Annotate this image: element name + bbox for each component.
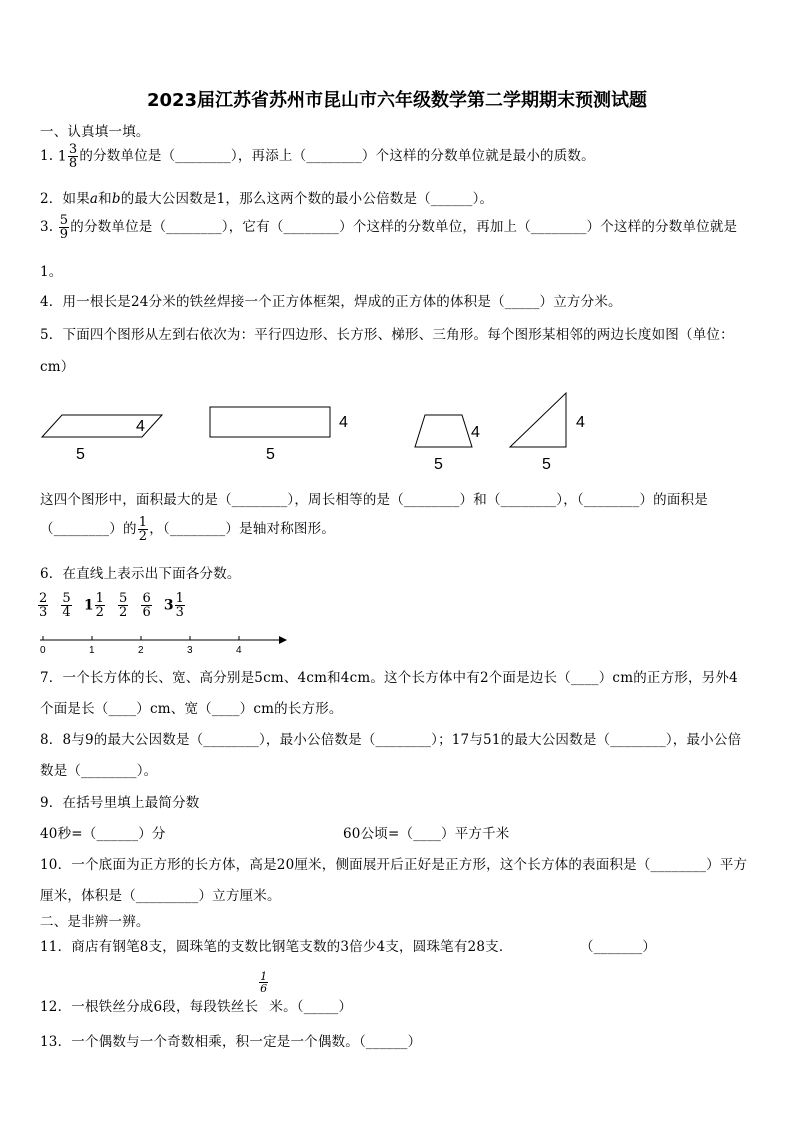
parallelogram-side-label: 4 <box>136 418 145 435</box>
question-9: 9．在括号里填上最简分数 <box>40 795 200 811</box>
question-5-answer-1: 这四个图形中，面积最大的是（________），周长相等的是（________）和（________），（________）的面积是 <box>40 492 708 508</box>
number-line-tick-label: 3 <box>187 645 193 656</box>
q1-whole: 1 <box>57 148 67 165</box>
question-9-left: 40秒=（______）分 <box>40 826 166 842</box>
question-9-right: 60公顷=（____）平方千米 <box>343 826 510 842</box>
question-4: 4．用一根长是24分米的铁丝焊接一个正方体框架，焊成的正方体的体积是（_____）立方分米。 <box>40 294 622 310</box>
question-11: 11．商店有钢笔8支，圆珠笔的支数比钢笔支数的3倍少4支，圆珠笔有28支． <box>40 939 513 955</box>
parallelogram-figure <box>42 415 162 463</box>
q6-fraction: $\frac{2}{3}$ <box>39 591 48 620</box>
q3-fraction: $\frac{5}{9}$ <box>59 213 69 242</box>
var-b: b <box>111 191 121 207</box>
question-11-blank: （_______） <box>580 939 657 955</box>
question-10: 10．一个底面为正方形的长方体，高是20厘米，侧面展开后正好是正方形，这个长方体的表面积是（________）平方 <box>40 857 748 873</box>
triangle-side-label: 4 <box>576 414 585 431</box>
question-7-cont: 个面是长（____）cm、宽（____）cm的长方形。 <box>40 701 343 717</box>
question-6: 6．在直线上表示出下面各分数。 <box>40 566 241 582</box>
q6-fraction: $\frac{5}{2}$ <box>119 591 128 620</box>
trapezoid-side-label: 4 <box>471 424 480 441</box>
trapezoid-figure <box>415 415 480 473</box>
q6-fraction: $\frac{6}{6}$ <box>142 591 151 620</box>
parallelogram-base-label: 5 <box>76 446 85 463</box>
rectangle-base-label: 5 <box>266 446 275 463</box>
q1-number: 1. <box>40 148 54 164</box>
q6-fraction: $\frac{1}{2}$ <box>95 591 104 620</box>
q6-fraction-list: $\frac{2}{3}$ $\frac{5}{4}$ 1 $\frac{1}{2}$ $\frac{5}{2}$ $\frac{6}{6}$ 3 $\frac{1}{3}$ <box>39 591 184 620</box>
question-13: 13．一个偶数与一个奇数相乘，积一定是一个偶数。（______） <box>40 1034 422 1050</box>
q5-figures <box>30 385 650 475</box>
question-5-answer-2: （________）的 $\frac{1}{2}$ ，（________）是轴对称图形。 <box>40 515 336 544</box>
question-1 <box>40 143 595 170</box>
q6-fraction: $\frac{5}{4}$ <box>62 591 71 620</box>
trapezoid-base-label: 5 <box>434 456 443 473</box>
question-3-cont: 1。 <box>40 264 63 280</box>
question-7: 7．一个长方体的长、宽、高分别是5cm、4cm和4cm。这个长方体中有2个面是边长（____）cm的正方形，另外4 <box>40 670 738 686</box>
number-line <box>35 630 295 656</box>
number-line-tick-label: 4 <box>236 645 242 656</box>
triangle-base-label: 5 <box>542 456 551 473</box>
question-10-cont: 厘米，体积是（_________）立方厘米。 <box>40 888 281 904</box>
var-a: a <box>89 191 99 207</box>
rectangle-figure <box>210 407 348 463</box>
question-12: 12．一根铁丝分成6段，每段铁丝长 $\frac{1}{6}$ 米。（_____） <box>40 970 353 1015</box>
triangle-figure <box>510 393 585 473</box>
half-fraction: $\frac{1}{2}$ <box>138 515 148 544</box>
number-line-tick-label: 2 <box>138 645 144 656</box>
number-line-tick-label: 1 <box>89 645 95 656</box>
question-8-cont: 数是（________）。 <box>40 763 158 779</box>
q12-fraction: $\frac{1}{6}$ <box>260 970 268 995</box>
question-3: 3. $\frac{5}{9}$ 的分数单位是（________），它有（________）个这样的分数单位，再加上（________）个这样的分数单位就是 <box>40 213 738 242</box>
question-5-cont: cm） <box>40 359 75 375</box>
question-5: 5．下面四个图形从左到右依次为：平行四边形、长方形、梯形、三角形。每个图形某相邻的两边长度如图（单位： <box>40 327 734 343</box>
number-line-tick-label: 0 <box>40 645 46 656</box>
q6-fraction: $\frac{1}{3}$ <box>175 591 184 620</box>
page-title: 2023届江苏省苏州市昆山市六年级数学第二学期期末预测试题 <box>146 90 648 111</box>
rectangle-side-label: 4 <box>339 414 348 431</box>
section-heading-2: 二、是非辨一辨。 <box>40 914 150 930</box>
question-2: 2．如果a和b的最大公因数是1，那么这两个数的最小公倍数是（______）。 <box>40 191 494 207</box>
question-8: 8．8与9的最大公因数是（________），最小公倍数是（________）；17与51的最大公因数是（________），最小公倍 <box>40 732 742 748</box>
section-heading-1: 一、认真填一填。 <box>40 124 150 140</box>
q1-fraction: $\frac{3}{8}$ <box>68 142 78 171</box>
q1-text: 的分数单位是（________），再添上（________）个这样的分数单位就是最小的质数。 <box>79 148 595 164</box>
